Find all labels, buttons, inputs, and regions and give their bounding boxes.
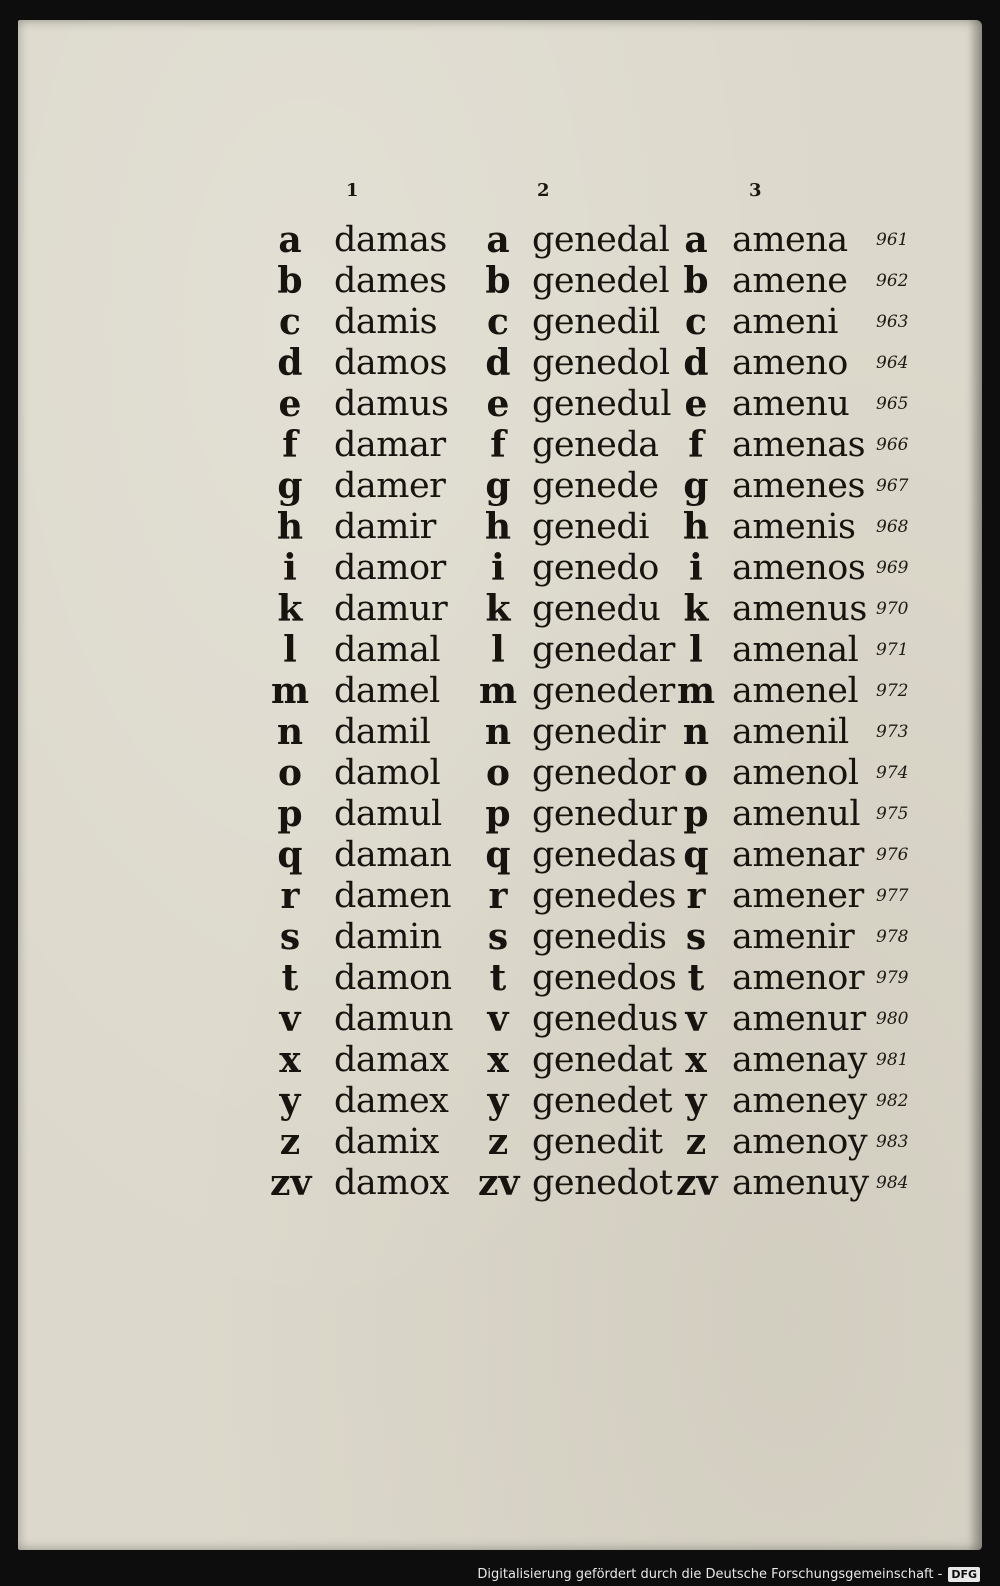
row-letter-col2: a [486, 219, 510, 261]
row-word-col3: amenar [732, 835, 864, 875]
row-word-col2: genedil [532, 302, 660, 342]
row-word-col3: ameno [732, 343, 848, 383]
row-letter-col2: v [487, 998, 509, 1040]
row-letter-col1: m [270, 670, 310, 712]
row-number: 965 [876, 394, 909, 414]
table-row [18, 794, 982, 835]
table-row [18, 1122, 982, 1163]
table-row [18, 876, 982, 917]
row-letter-col2: f [490, 424, 506, 466]
row-letter-col1: d [277, 342, 303, 384]
column-header-2: 2 [537, 180, 550, 201]
book-page [18, 20, 982, 1550]
table-row [18, 1040, 982, 1081]
row-letter-col1: o [277, 752, 302, 794]
row-letter-col2: r [488, 875, 508, 917]
row-letter-col3: l [689, 629, 703, 671]
row-word-col1: damul [334, 794, 442, 834]
row-word-col2: genedas [532, 835, 677, 875]
row-word-col3: ameni [732, 302, 839, 342]
row-number: 962 [876, 271, 909, 291]
row-word-col1: damen [334, 876, 452, 916]
row-word-col2: genede [532, 466, 659, 506]
column-header-1: 1 [346, 180, 359, 201]
row-word-col1: dames [334, 261, 447, 301]
row-word-col1: damar [334, 425, 446, 465]
row-word-col3: amenel [732, 671, 859, 711]
row-word-col2: genedur [532, 794, 677, 834]
row-letter-col2: t [489, 957, 507, 999]
table-row [18, 835, 982, 876]
row-letter-col2: s [487, 916, 509, 958]
row-number: 975 [876, 804, 909, 824]
row-word-col1: daman [334, 835, 452, 875]
row-letter-col2: n [484, 711, 512, 753]
row-word-col3: amenu [732, 384, 850, 424]
table-row [18, 507, 982, 548]
row-letter-col3: c [685, 301, 707, 343]
row-word-col1: damon [334, 958, 452, 998]
row-word-col2: genedos [532, 958, 677, 998]
table-row [18, 384, 982, 425]
row-word-col1: damel [334, 671, 440, 711]
row-letter-col3: y [685, 1080, 707, 1122]
column-header-3: 3 [749, 180, 762, 201]
row-letter-col2: g [485, 465, 511, 507]
table-row [18, 343, 982, 384]
row-number: 969 [876, 558, 909, 578]
row-number: 970 [876, 599, 909, 619]
row-number: 983 [876, 1132, 909, 1152]
row-letter-col3: zv [676, 1162, 718, 1204]
row-word-col3: amenor [732, 958, 865, 998]
row-letter-col3: b [683, 260, 709, 302]
row-number: 966 [876, 435, 909, 455]
row-number: 982 [876, 1091, 909, 1111]
row-word-col1: damun [334, 999, 454, 1039]
table-row [18, 671, 982, 712]
row-word-col2: genedi [532, 507, 649, 547]
table-row [18, 548, 982, 589]
row-letter-col1: k [277, 588, 303, 630]
row-number: 967 [876, 476, 909, 496]
row-word-col3: amenoy [732, 1122, 868, 1162]
row-word-col1: damox [334, 1163, 449, 1203]
table-row [18, 630, 982, 671]
row-letter-col1: b [277, 260, 303, 302]
row-letter-col2: c [487, 301, 509, 343]
row-number: 971 [876, 640, 909, 660]
row-number: 977 [876, 886, 909, 906]
table-row [18, 425, 982, 466]
row-letter-col3: z [685, 1121, 707, 1163]
row-word-col3: amenuy [732, 1163, 869, 1203]
row-word-col1: damas [334, 220, 447, 260]
row-word-col3: amenol [732, 753, 859, 793]
row-letter-col1: f [282, 424, 298, 466]
row-letter-col3: e [684, 383, 708, 425]
row-word-col3: amenay [732, 1040, 867, 1080]
row-word-col3: amenal [732, 630, 859, 670]
row-number: 964 [876, 353, 909, 373]
row-word-col2: genedot [532, 1163, 673, 1203]
row-letter-col1: v [279, 998, 301, 1040]
table-row [18, 712, 982, 753]
row-word-col1: damil [334, 712, 431, 752]
row-letter-col3: t [687, 957, 705, 999]
row-word-col1: damus [334, 384, 449, 424]
row-letter-col1: s [279, 916, 301, 958]
table-row [18, 1081, 982, 1122]
row-letter-col2: k [485, 588, 511, 630]
row-letter-col1: zv [270, 1162, 312, 1204]
row-letter-col2: l [491, 629, 505, 671]
row-letter-col2: x [487, 1039, 509, 1081]
footer-credit [477, 1567, 980, 1582]
row-letter-col2: i [491, 547, 505, 589]
row-number: 978 [876, 927, 909, 947]
row-number: 973 [876, 722, 909, 742]
row-letter-col2: zv [478, 1162, 520, 1204]
row-letter-col2: q [485, 834, 511, 876]
row-word-col2: genedes [532, 876, 676, 916]
row-word-col2: genedat [532, 1040, 673, 1080]
row-letter-col1: n [276, 711, 304, 753]
row-word-col3: ameney [732, 1081, 867, 1121]
row-word-col3: amenos [732, 548, 866, 588]
row-word-col2: genedal [532, 220, 670, 260]
row-word-col3: amenus [732, 589, 867, 629]
table-row [18, 589, 982, 630]
row-word-col2: geneda [532, 425, 659, 465]
row-word-col2: genedar [532, 630, 675, 670]
table-row [18, 466, 982, 507]
row-word-col2: genedis [532, 917, 667, 957]
row-word-col3: amenas [732, 425, 866, 465]
row-letter-col3: v [685, 998, 707, 1040]
table-row [18, 917, 982, 958]
dfg-logo: DFG [948, 1567, 980, 1582]
row-word-col1: damos [334, 343, 447, 383]
row-letter-col3: q [683, 834, 709, 876]
row-word-col3: amenul [732, 794, 861, 834]
row-word-col1: damer [334, 466, 446, 506]
row-number: 984 [876, 1173, 909, 1193]
row-number: 972 [876, 681, 909, 701]
table-row [18, 220, 982, 261]
footer-text: Digitalisierung gefördert durch die Deutsche Forschungsgemeinschaft - [477, 1567, 943, 1582]
row-letter-col3: m [676, 670, 716, 712]
row-letter-col3: p [683, 793, 709, 835]
row-word-col1: damin [334, 917, 442, 957]
row-letter-col1: e [278, 383, 302, 425]
table-row [18, 753, 982, 794]
row-letter-col2: d [485, 342, 511, 384]
row-word-col1: damax [334, 1040, 449, 1080]
table-row [18, 302, 982, 343]
row-number: 961 [876, 230, 909, 250]
row-word-col3: amenir [732, 917, 855, 957]
row-word-col1: damex [334, 1081, 449, 1121]
row-letter-col3: k [683, 588, 709, 630]
row-word-col3: amenur [732, 999, 866, 1039]
row-letter-col1: g [277, 465, 303, 507]
row-word-col2: geneder [532, 671, 675, 711]
row-letter-col1: y [279, 1080, 301, 1122]
row-letter-col2: y [487, 1080, 509, 1122]
row-letter-col3: a [684, 219, 708, 261]
row-word-col1: damis [334, 302, 438, 342]
row-letter-col2: e [486, 383, 510, 425]
row-word-col3: amener [732, 876, 864, 916]
row-letter-col1: p [277, 793, 303, 835]
row-number: 974 [876, 763, 909, 783]
row-word-col3: amenis [732, 507, 856, 547]
row-word-col3: amena [732, 220, 848, 260]
row-letter-col2: m [478, 670, 518, 712]
row-letter-col1: h [276, 506, 304, 548]
row-word-col1: damal [334, 630, 441, 670]
row-letter-col3: s [685, 916, 707, 958]
row-letter-col3: d [683, 342, 709, 384]
row-word-col1: damol [334, 753, 441, 793]
row-letter-col1: q [277, 834, 303, 876]
table-row [18, 958, 982, 999]
row-word-col2: genedel [532, 261, 670, 301]
table-row [18, 999, 982, 1040]
row-letter-col2: h [484, 506, 512, 548]
row-letter-col1: x [279, 1039, 301, 1081]
row-number: 963 [876, 312, 909, 332]
row-number: 981 [876, 1050, 909, 1070]
row-word-col2: genedit [532, 1122, 663, 1162]
row-letter-col1: t [281, 957, 299, 999]
row-word-col2: genedol [532, 343, 670, 383]
row-letter-col1: c [279, 301, 301, 343]
row-word-col1: damor [334, 548, 446, 588]
row-letter-col2: p [485, 793, 511, 835]
row-letter-col3: o [683, 752, 708, 794]
row-letter-col3: r [686, 875, 706, 917]
row-word-col3: amenil [732, 712, 849, 752]
row-number: 979 [876, 968, 909, 988]
row-word-col2: genedir [532, 712, 666, 752]
table-row [18, 1163, 982, 1204]
row-word-col1: damix [334, 1122, 439, 1162]
row-word-col3: amenes [732, 466, 865, 506]
row-letter-col2: b [485, 260, 511, 302]
row-letter-col1: i [283, 547, 297, 589]
row-word-col3: amene [732, 261, 848, 301]
row-number: 968 [876, 517, 909, 537]
row-word-col1: damur [334, 589, 448, 629]
row-letter-col3: g [683, 465, 709, 507]
row-letter-col2: o [485, 752, 510, 794]
row-letter-col1: l [283, 629, 297, 671]
row-letter-col3: n [682, 711, 710, 753]
row-word-col2: genedu [532, 589, 661, 629]
row-letter-col1: z [279, 1121, 301, 1163]
table-row [18, 261, 982, 302]
row-number: 980 [876, 1009, 909, 1029]
row-word-col2: genedus [532, 999, 678, 1039]
row-letter-col3: x [685, 1039, 707, 1081]
row-word-col1: damir [334, 507, 436, 547]
row-letter-col3: f [688, 424, 704, 466]
row-word-col2: genedo [532, 548, 659, 588]
row-word-col2: genedor [532, 753, 676, 793]
row-number: 976 [876, 845, 909, 865]
row-letter-col2: z [487, 1121, 509, 1163]
row-letter-col1: r [280, 875, 300, 917]
row-word-col2: genedul [532, 384, 672, 424]
row-word-col2: genedet [532, 1081, 673, 1121]
row-letter-col3: i [689, 547, 703, 589]
row-letter-col1: a [278, 219, 302, 261]
row-letter-col3: h [682, 506, 710, 548]
